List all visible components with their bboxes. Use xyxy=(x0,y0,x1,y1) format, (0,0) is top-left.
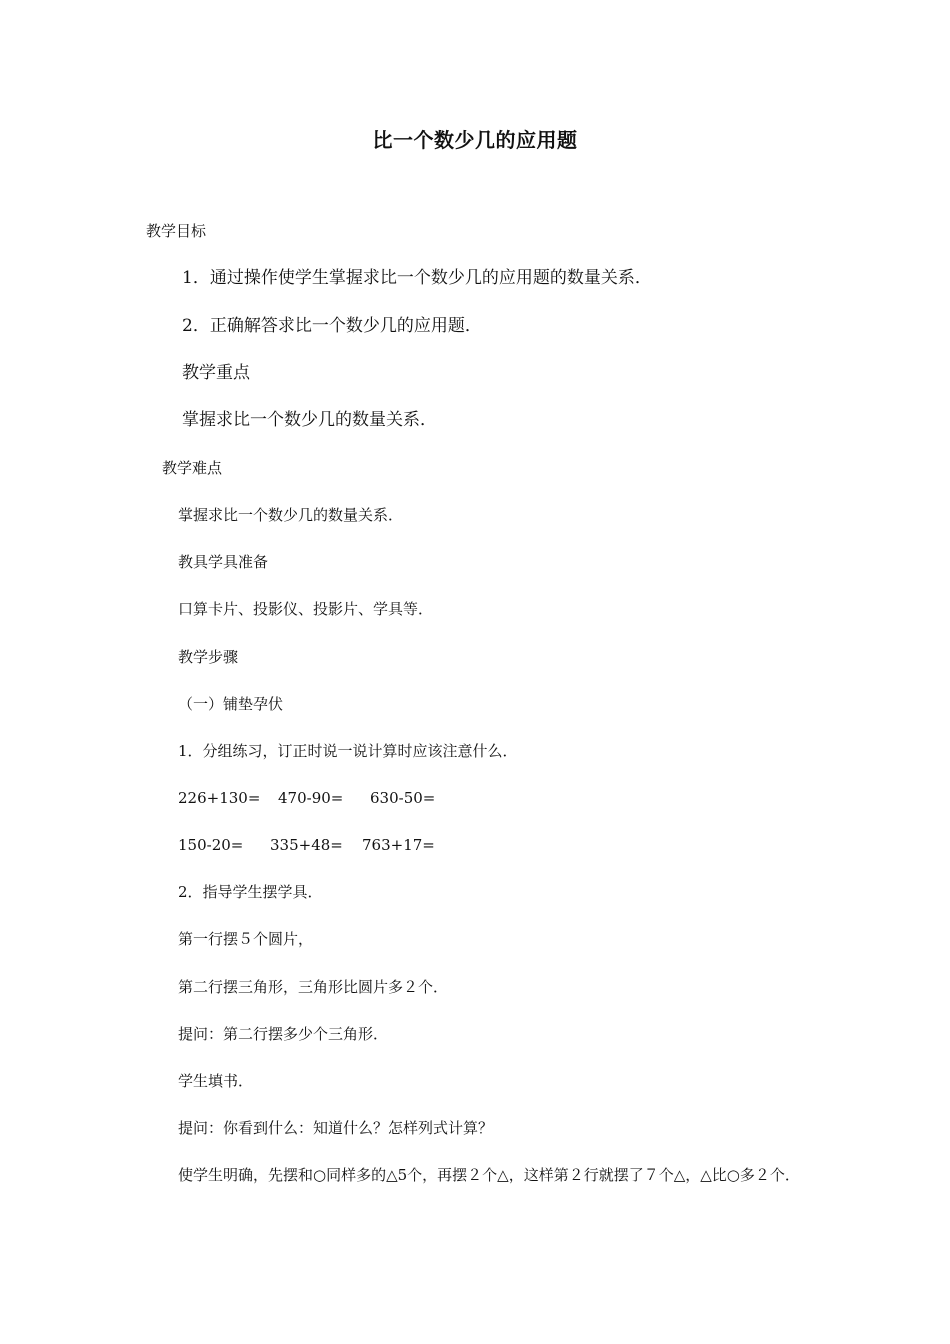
row-1-instruction: 第一行摆５个圆片， xyxy=(178,930,314,948)
step-1-heading: （一）铺垫孕伏 xyxy=(178,695,284,713)
math-expression: 470-90= xyxy=(278,789,344,807)
page-title: 比一个数少几的应用题 xyxy=(372,128,578,152)
difficulty-heading: 教学难点 xyxy=(162,459,223,477)
math-expression: 763+17= xyxy=(362,836,435,854)
key-text: 掌握求比一个数少几的数量关系． xyxy=(182,410,437,430)
tools-text: 口算卡片、投影仪、投影片、学具等． xyxy=(178,600,434,618)
goals-heading: 教学目标 xyxy=(146,222,207,240)
math-expression: 630-50= xyxy=(370,789,436,807)
math-row-1 xyxy=(178,788,435,808)
math-expression: 226+130= xyxy=(178,789,261,807)
math-expression: 150-20= xyxy=(178,836,244,854)
math-row-2 xyxy=(178,835,435,855)
key-heading: 教学重点 xyxy=(182,363,250,383)
question-1: 提问：第二行摆多少个三角形． xyxy=(178,1025,389,1043)
goal-item-2: 2．正确解答求比一个数少几的应用题． xyxy=(182,316,482,336)
exercise-1: 1．分组练习，订正时说一说计算时应该注意什么． xyxy=(178,742,518,760)
math-expression: 335+48= xyxy=(270,836,343,854)
goal-item-1: 1．通过操作使学生掌握求比一个数少几的应用题的数量关系． xyxy=(182,268,652,288)
exercise-2: 2．指导学生摆学具． xyxy=(178,883,323,901)
conclusion-paragraph: 使学生明确，先摆和○同样多的△5个，再摆２个△，这样第２行就摆了７个△，△比○多２个． xyxy=(178,1166,800,1184)
steps-heading: 教学步骤 xyxy=(178,648,239,666)
fill-book-text: 学生填书． xyxy=(178,1072,254,1090)
row-2-instruction: 第二行摆三角形，三角形比圆片多２个． xyxy=(178,978,449,996)
difficulty-text: 掌握求比一个数少几的数量关系． xyxy=(178,506,404,524)
tools-heading: 教具学具准备 xyxy=(178,553,269,571)
question-2: 提问：你看到什么：知道什么？怎样列式计算？ xyxy=(178,1119,494,1137)
